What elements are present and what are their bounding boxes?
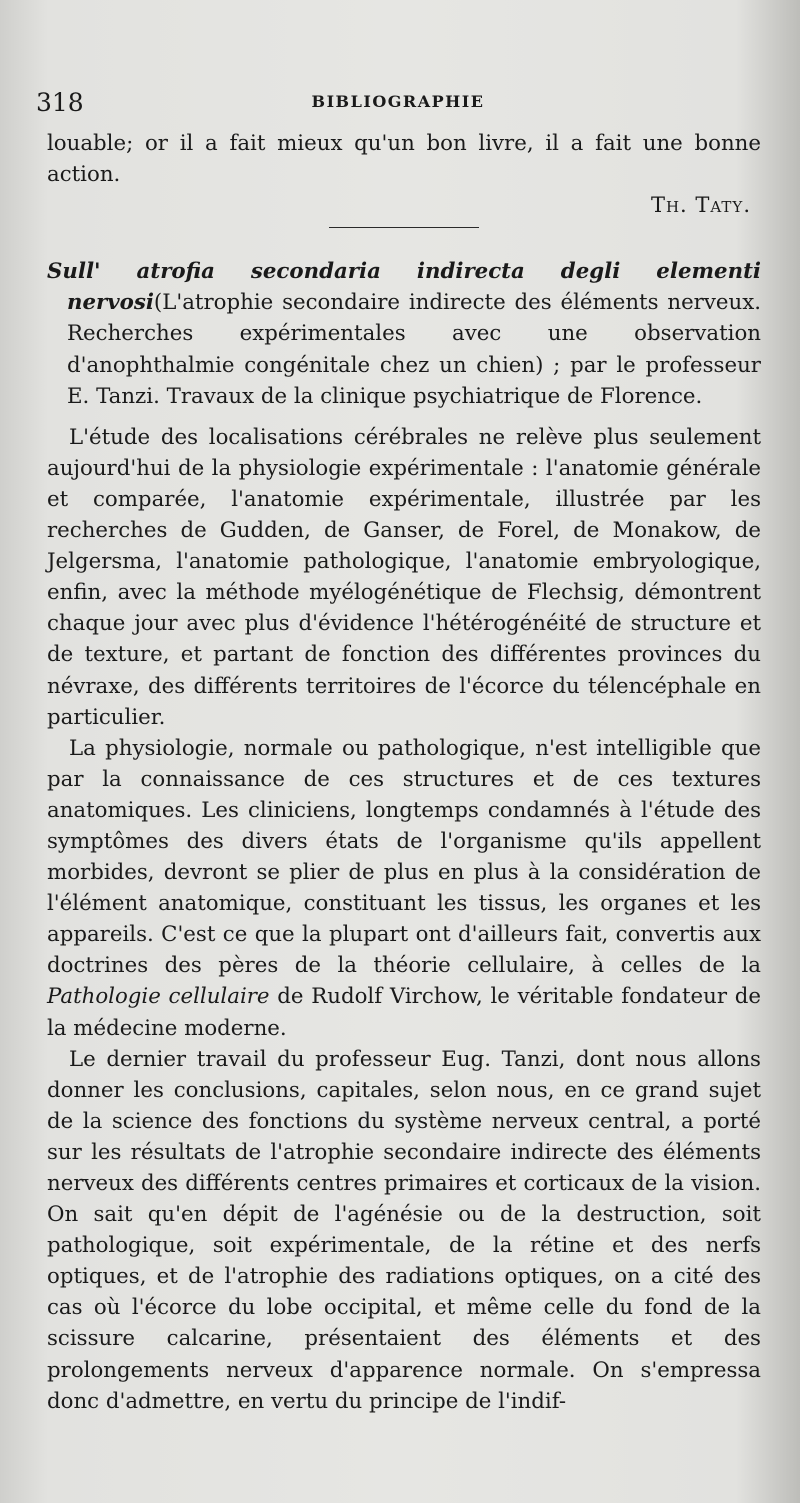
paragraph-1: L'étude des localisations cérébrales ne relève plus seulement aujourd'hui de la physiologie expérimentale : l'anatomie générale et comparée, l'anatomie expérimentale, illustrée par les recherches de Gudden, de Ganser, de Forel, de Monakow, de Jelgersma, l'anatomie pathologique, l'anatomie embryologique, enfin, avec la méthode myélogénétique de Flechsig, démontrent chaque jour avec plus d'évidence l'hétérogénéité de structure et de texture, et partant de fonction des différentes provinces du névraxe, des différents territoires de l'écorce du télencéphale en particulier. xyxy=(47,424,761,730)
paragraph-2-text: La physiologie, normale ou pathologique, n'est intelligible que par la connaissance de ces structures et de ces textures anatomiques. Les cliniciens, longtemps condamnés à l'étude des symptômes des divers états de l'organisme qu'ils appellent morbides, devront se plier de plus en plus à la considération de l'élément anatomique, constituant les tissus, les organes et les appareils. C'est ce que la plupart ont d'ailleurs fait, convertis aux doctrines des pères de la théorie cellulaire, à celles de la xyxy=(47,735,761,979)
opening-paragraph: louable; or il a fait mieux qu'un bon livre, il a fait une bonne action. xyxy=(47,131,761,188)
page-header xyxy=(36,88,760,118)
pathologie-cellulaire-italic: Pathologie cellulaire xyxy=(47,984,270,1010)
bibliography-entry xyxy=(47,256,761,411)
paragraph-2-tail: de Rudolf Virchow, le véritable fondateur de la médecine moderne. xyxy=(47,984,762,1041)
section-divider xyxy=(329,227,479,228)
paragraph-2 xyxy=(47,733,761,1044)
running-title: BIBLIOGRAPHIE xyxy=(311,92,485,111)
entry-description: (L'atrophie secondaire indirecte des éléments nerveux. Recherches expérimentales avec une observation d'anophthalmie congénitale chez un chien) ; par le professeur E. Tanzi. Travaux de la clinique psychiatrique de Florence. xyxy=(67,290,761,409)
review-signature xyxy=(47,190,751,221)
entry-title: Sull' atrofia secondaria indirecta degli elementi nervosi xyxy=(47,259,761,316)
page-body xyxy=(47,128,761,1417)
paragraph-3: Le dernier travail du professeur Eug. Tanzi, dont nous allons donner les conclusions, capitales, selon nous, en ce grand sujet de la science des fonctions du système nerveux central, a porté sur les résultats de l'atrophie secondaire indirecte des éléments nerveux des différents centres primaires et corticaux de la vision. On sait qu'en dépit de l'agénésie ou de la destruction, soit pathologique, soit expérimentale, de la rétine et des nerfs optiques, et de l'atrophie des radiations optiques, on a cité des cas où l'écorce du lobe occipital, et même celle du fond de la scissure calcarine, présentaient des éléments et des prolongements nerveux d'apparence normale. On s'empressa donc d'admettre, en vertu du principe de l'indif- xyxy=(47,1046,761,1414)
signature-text: Th. Taty. xyxy=(650,193,751,218)
page-number: 318 xyxy=(36,88,84,117)
